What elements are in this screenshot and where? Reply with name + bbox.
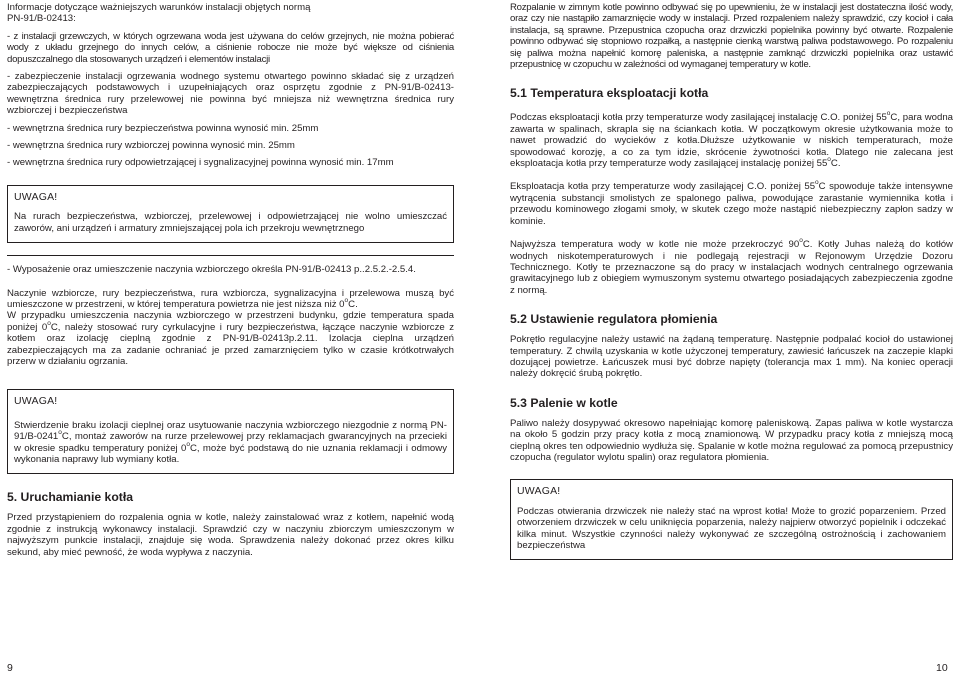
warning-box-1 <box>7 185 454 243</box>
page-number-left: 9 <box>7 662 13 674</box>
warning-3-label: UWAGA! <box>517 485 561 498</box>
lighting-paragraph: Rozpalanie w zimnym kotle powinno odbywać się po upewnieniu, że w instalacji jest dostateczna ilość wody, oraz czy nie nastąpiło zamarznięcie wody w instalacji. Przed rozpaleniem należy sprawdzić, czy kocioł i cała instalacja, są sprawne. Przepustnica czopucha oraz drzwiczki popielnika powinny być otwarte. Rozpalenie powinno odbywać się stopniowo rozpałką, a następnie cienką warstwą paliwa podstawowego. Po rozpaleniu się paliwa można napełnić komorę paleniska, a następnie zamknąć drzwiczki popielnika oraz ustawić przepustnicę w czopuchu w zależności od wymaganej temperatury w kotle. <box>510 2 953 71</box>
warning-1-label: UWAGA! <box>14 190 58 203</box>
section-5-3-heading: 5.3 Palenie w kotle <box>510 395 618 410</box>
warning-box-2 <box>7 389 454 474</box>
warning-2-label: UWAGA! <box>14 395 58 408</box>
requirement-item-2: - zabezpieczenie instalacji ogrzewania wodnego systemu otwartego powinno składać się z urządzeń zabezpieczających podstawowych i uzupełniających oraz osprzętu zgodnie z PN-91/B-02413- wewnętrzna średnica rury przelewowej nie powinna być mniejsza niż wewnętrzna średnica rury wzbiorczej i bezpieczeństwa <box>7 71 454 117</box>
intro-title-line-1: Informacje dotyczące ważniejszych warunków instalacji objętych normą <box>7 2 311 13</box>
requirement-item-4: - wewnętrzna średnica rury wzbiorczej powinna wynosić min. 25mm <box>7 140 295 152</box>
left-page-column <box>7 0 454 558</box>
requirement-item-1: - z instalacji grzewczych, w których ogrzewana woda jest używana do celów grzejnych, nie można pobierać wody z układu grzejnego do innych celów, a ciśnienie robocze nie może być większe od ciśnienia dopuszczalnego dla stosowanych urządzeń i elementów instalacji <box>7 30 454 65</box>
section-5-text: Przed przystąpieniem do rozpalenia ognia w kotle, należy zainstalować wraz z kotłem, napełnić wodą zgodnie z instrukcją wykonawcy instalacji. Sprawdzić czy w naczyniu zbiorczym umieszczonym w najwyższym punkcie instalacji, znajduje się woda. Sprawdzenia należy dokonać przez okres kilku sekund, aby mieć pewność, że woda wypływa z naczynia. <box>7 512 454 558</box>
section-5-1-heading: 5.1 Temperatura eksploatacji kotła <box>510 86 709 101</box>
section-5-heading: 5. Uruchamianie kotła <box>7 490 133 505</box>
section-5-2-text: Pokrętło regulacyjne należy ustawić na żądaną temperaturę. Następnie podpalać kocioł do ustawionej temperatury. Z chwilą uzyskania w kotle użyczonej temperatury, zawiesić łańcuszek na zaczepie klapki dozującej powietrze. Łańcuszek musi być dobrze napięty (tolerancja max 1 mm). Na koniec operacji należy dokręcić śrubą pokrętło. <box>510 334 953 380</box>
section-5-1-para-1: Podczas eksploatacji kotła przy temperaturze wody zasilającej instalację C.O. poniżej 55$^o$C, para wodna zawarta w spalinach, skrapla się na ściankach kotła. W początkowym okresie użytkowania może to nawet prowadzić do wycieków z kotła.Dłuższe użytkowanie w niskich temperaturach, może spowodować korozję, a co za tym idzie, skrócenie żywotności kotła. Dlatego nie zalecana jest eksploatacja kotła przy temperaturze wody zasilającej instalację poniżej 55$^o$C. <box>510 110 953 170</box>
section-5-3-text: Paliwo należy dosypywać okresowo napełniając komorę paleniskową. Zapas paliwa w kotle wystarcza na około 5 godzin przy pracy kotła z mocą znamionową. W przypadku pracy kotła z mniejszą mocą cieplną okres ten odpowiednio wydłuża się. Spalanie w kotle można regulować za pomocą przepustnicy czopucha (regulator wylotu spalin) oraz regulatora płomienia. <box>510 417 953 463</box>
warning-3-text: Podczas otwierania drzwiczek nie należy stać na wprost kotła! Może to grozić poparzeniem. Przed otworzeniem drzwiczek w celu uniknięcia poparzenia, należy najpierw otworzyć popielnik i odczekać kilka minut. Wszystkie czynności należy wykonywać ze szczególną ostrożnością i zachowaniem bezpieczeństwa <box>517 505 946 551</box>
requirement-item-6: - Wyposażenie oraz umieszczenie naczynia wzbiorczego określa PN-91/B-02413 p..2.5.2.-2.5.4. <box>7 264 416 276</box>
requirement-item-3: - wewnętrzna średnica rury bezpieczeństwa powinna wynosić min. 25mm <box>7 122 319 134</box>
section-5-1-para-3: Najwyższa temperatura wody w kotle nie może przekroczyć 90$^o$C. Kotły Juhas należą do kotłów wodnych niskotemperaturowych i nie podlegają rejestracji w Rejonowym Urzędzie Dozoru Technicznego. Kotły te przeznaczone są do pracy w instalacjach wodnych centralnego ogrzewania grawitacyjnego lub z obiegiem wymuszonym systemu otwartego posiadających zabezpieczenia zgodne z normą. <box>510 237 953 296</box>
warning-2-text: Stwierdzenie braku izolacji cieplnej oraz usytuowanie naczynia wzbiorczego niezgodnie z normą PN-91/B-0241$^o$C, montaż zaworów na rurze przelewowej przy reklamacjach gwarancyjnych na przecieki w okresie spadku temperatury poniżej 0$^o$C, może być podstawą do nie uznania reklamacji i odmowy wykonania naprawy lub wymiany kotła. <box>14 419 447 465</box>
warning-1-text: Na rurach bezpieczeństwa, wzbiorczej, przelewowej i odpowietrzającej nie wolno umieszczać zaworów, ani urządzeń i armatury zmniejszającej pola ich przekroju wewnętrznego <box>14 211 447 234</box>
intro-title-line-2: PN-91/B-02413: <box>7 13 76 25</box>
paragraph-placement: Naczynie wzbiorcze, rury bezpieczeństwa, rura wzbiorcza, sygnalizacyjna i przelewowa muszą być umieszczone w przestrzeni, w której temperatura powietrza nie jest niższa niż 0$^o$C. <box>7 287 454 310</box>
right-page-column <box>510 0 953 560</box>
section-5-1-para-2: Eksploatacja kotła przy temperaturze wody zasilającej C.O. poniżej 55$^o$C spowoduje także intensywne wytrącenia substancji smolistych ze spalonego paliwa, powodujące zarastanie wymiennika kotła i przewodu kominowego złogami smoły, w skutek czego może nastąpić niebezpieczny zapłon sadzy w kominie. <box>510 179 953 227</box>
section-5-2-heading: 5.2 Ustawienie regulatora płomienia <box>510 312 718 327</box>
warning-box-3 <box>510 479 953 560</box>
page-number-right: 10 <box>936 662 948 674</box>
paragraph-insulation: W przypadku umieszczenia naczynia wzbiorczego w przestrzeni budynku, gdzie temperatura spada poniżej 0$^o$C, należy stosować rury cyrkulacyjne i rury bezpieczeństwa, łączące naczynie wzbiorcze z kotłem oraz izolację cieplną zgodnie z PN-91/B-02413p.2.11. Izolacja cieplna urządzeń zabezpieczających ma za zadanie ochraniać je przed zamarznięciem tylko w czasie krótkotrwałych przerw w działaniu ogrzania. <box>7 310 454 367</box>
divider-rule <box>7 255 454 256</box>
requirement-item-5: - wewnętrzna średnica rury odpowietrzającej i sygnalizacyjnej powinna wynosić min. 17mm <box>7 157 394 169</box>
